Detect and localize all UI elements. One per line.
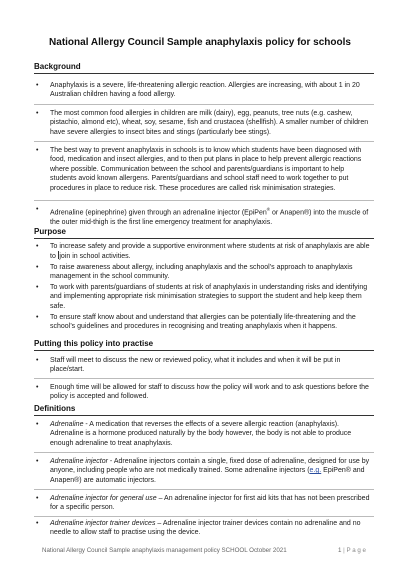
divider	[34, 516, 374, 517]
bullet-icon: •	[36, 421, 39, 428]
bullet-icon: •	[36, 384, 39, 391]
section-heading-background: Background	[34, 62, 374, 74]
section-heading-purpose: Purpose	[34, 227, 374, 239]
list-item: • Anaphylaxis is a severe, life-threatening allergic reaction. Allergies are increasing, with about 1 in 20 Australian children having a food allergy.	[36, 82, 360, 99]
list-item: • The most common food allergies in children are milk (dairy), egg, peanuts, tree nuts (e.g. cashew, pistachio, almond etc), wheat, soy, sesame, fish and crustacea (shellfish). A smaller number of children have severe allergies to insect bites and stings (particularly bee stings).	[36, 110, 369, 136]
list-item: • The best way to prevent anaphylaxis in schools is to know which students have been diagnosed with food, medication and insect allergies, and to then put plans in place to help prevent allergic reactions where possible. Communication between the school and parents/guardians is important to help students avoid known allergens. Parents/guardians and school staff need to work together to put procedures in place to reduce risk. These procedures are called risk minimisation strategies.	[36, 147, 362, 192]
list-item: • Adrenaline (epinephrine) given through an adrenaline injector (EpiPen® or Anapen®) into the muscle of the outer mid-thigh is the first line emergency treatment for anaphylaxis.	[36, 206, 369, 226]
eg-link[interactable]: e.g.	[309, 467, 322, 475]
page-number: 1 | P a g e	[338, 547, 366, 554]
divider	[34, 200, 374, 201]
list-item: • Adrenaline injector for general use – An adrenaline injector for first aid kits that has not been prescribed for a specific person.	[36, 495, 370, 512]
bullet-icon: •	[36, 243, 39, 250]
bullet-icon: •	[36, 314, 39, 321]
divider	[34, 104, 374, 105]
bullet-icon: •	[36, 520, 39, 527]
divider	[34, 452, 374, 453]
footer-text: National Allergy Council Sample anaphylaxis management policy SCHOOL October 2021	[42, 547, 287, 554]
bullet-icon: •	[36, 458, 39, 465]
bullet-icon: •	[36, 264, 39, 271]
bullet-icon: •	[36, 110, 39, 117]
bullet-icon: •	[36, 284, 39, 291]
list-item: • Adrenaline - A medication that reverses the effects of a severe allergic reaction (anaphylaxis). Adrenaline is a hormone produced naturally by the body however, the body is not able to produce enough adrenaline to treat anaphylaxis.	[36, 421, 352, 447]
list-item: • To increase safety and provide a supportive environment where students at risk of anaphylaxis are able to join in school activities.	[36, 243, 370, 261]
bullet-icon: •	[36, 357, 39, 364]
list-item: • Adrenaline injector trainer devices – Adrenaline injector trainer devices contain no adrenaline and no needle to allow staff to practise using the device.	[36, 520, 361, 537]
section-heading-practise: Putting this policy into practise	[34, 339, 374, 351]
list-item: • Staff will meet to discuss the new or reviewed policy, what it includes and when it will be put in place/start.	[36, 357, 341, 374]
list-item: • To raise awareness about allergy, including anaphylaxis and the school’s approach to anaphylaxis management in the school community.	[36, 264, 353, 281]
bullet-icon: •	[36, 147, 39, 154]
list-item: • Adrenaline injector - Adrenaline injectors contain a single, fixed dose of adrenaline, designed for use by anyone, including people who are not medically trained. Some adrenaline injectors (e.g. EpiPen® and Anapen®) are automatic injectors.	[36, 458, 370, 484]
bullet-icon: •	[36, 82, 39, 89]
list-item: • To ensure staff know about and understand that allergies can be potentially life-threatening and the school’s guidelines and procedures in recognising and treating anaphylaxis when it happens.	[36, 314, 356, 331]
divider	[34, 141, 374, 142]
list-item: • Enough time will be allowed for staff to discuss how the policy will work and to ask questions before the policy is accepted and followed.	[36, 384, 369, 401]
list-item: • To work with parents/guardians of students at risk of anaphylaxis in understanding risks and identifying and implementing appropriate risk minimisation strategies to support the student and help keep them safe.	[36, 284, 368, 310]
bullet-icon: •	[36, 495, 39, 502]
page-title: National Allergy Council Sample anaphylaxis policy for schools	[49, 37, 351, 48]
divider	[34, 489, 374, 490]
section-heading-definitions: Definitions	[34, 404, 374, 416]
bullet-icon: •	[36, 206, 39, 213]
divider	[34, 378, 374, 379]
